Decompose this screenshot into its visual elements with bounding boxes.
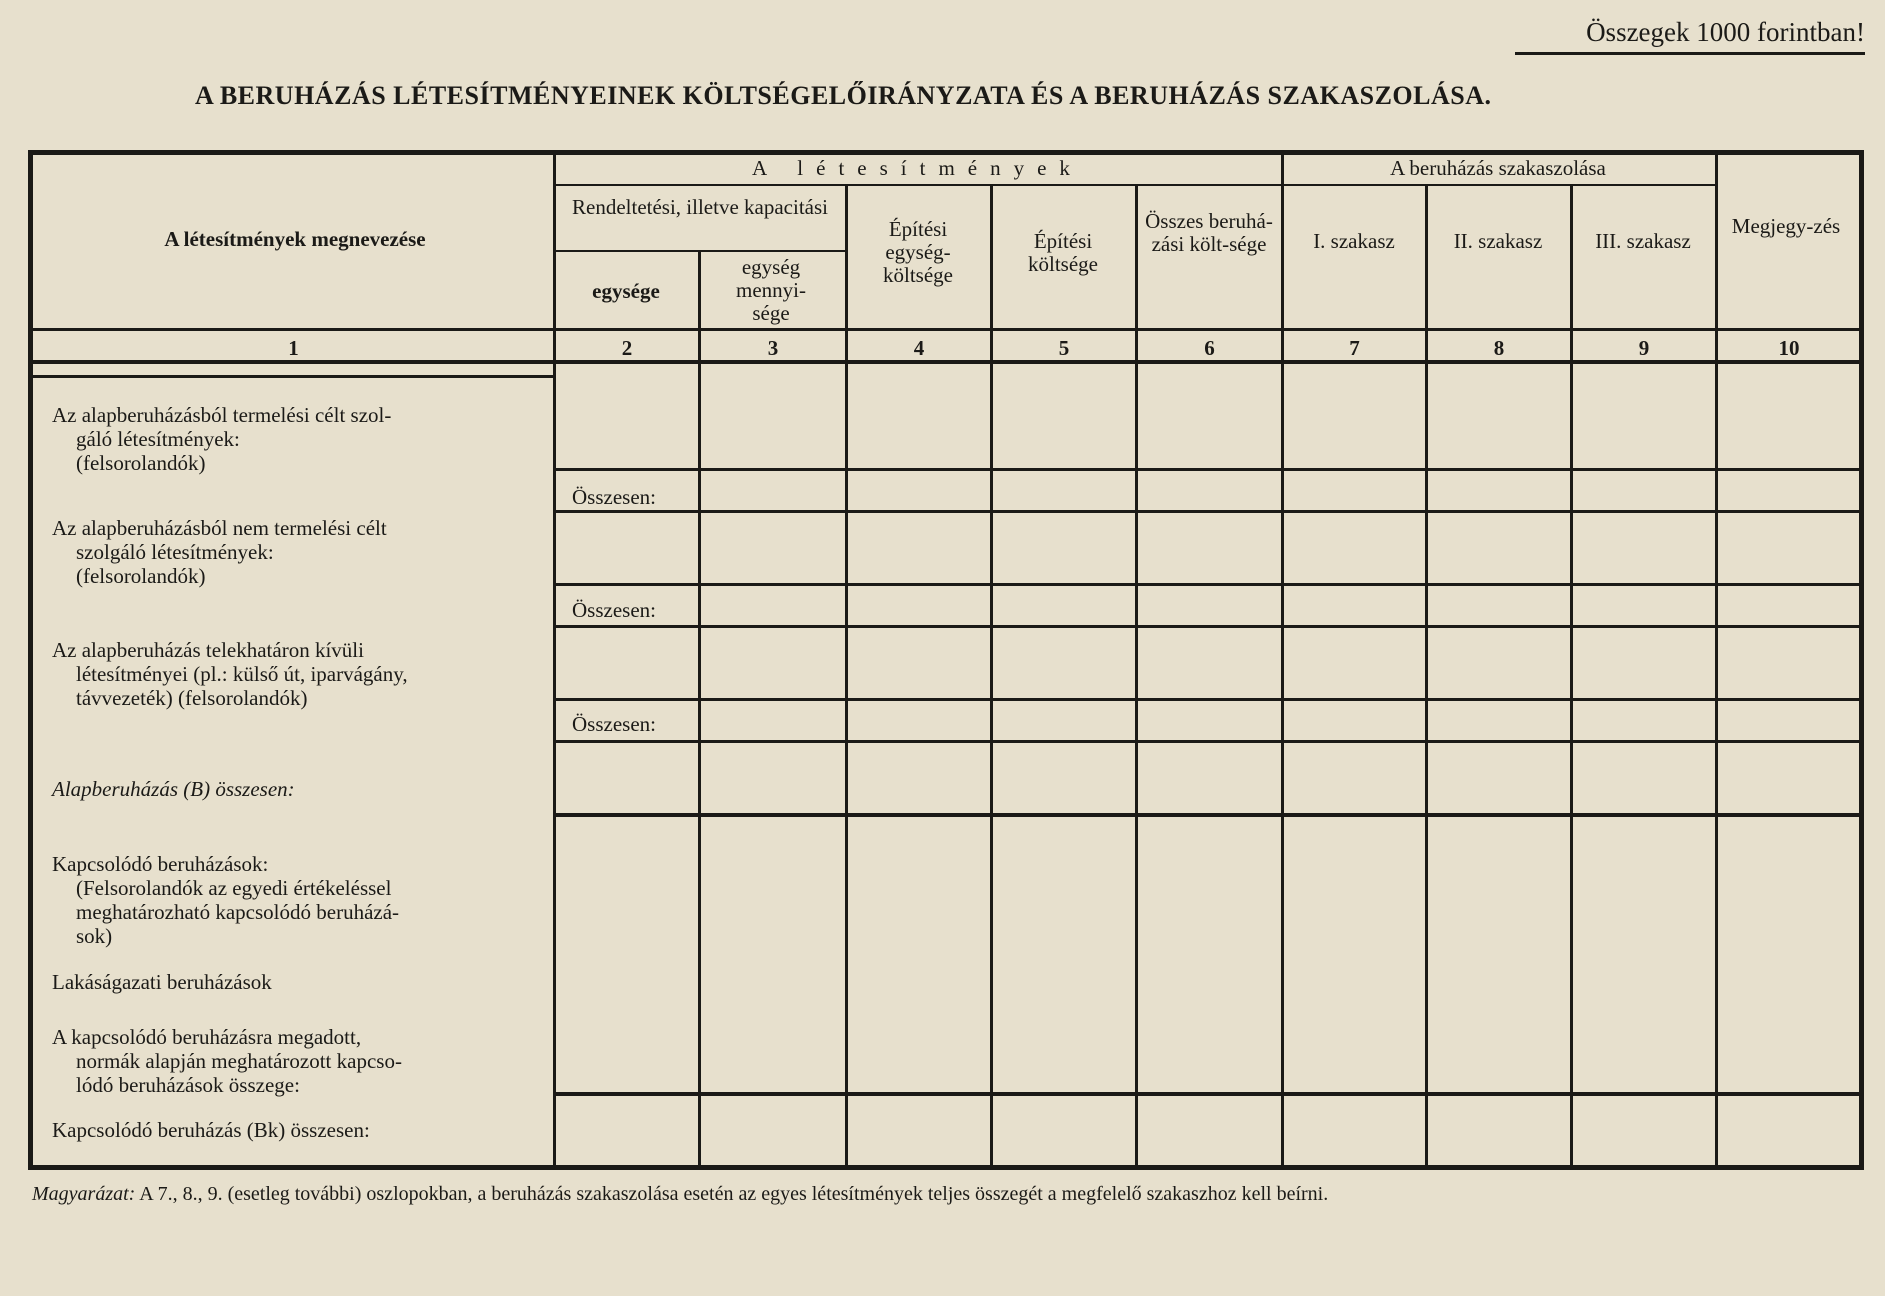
explanation — [32, 1180, 1778, 1208]
row-divider — [553, 698, 1862, 701]
col-number: 6 — [1204, 336, 1215, 360]
col-number: 2 — [621, 336, 633, 360]
explanation-text: A 7., 8., 9. (esetleg további) oszlopokban, a beruházás szakaszolása esetén az egyes létesítmények teljes összegét a megfelelő szakaszhoz kell beírni. — [135, 1183, 1329, 1205]
row-label-line: (felsorolandók) — [76, 564, 206, 588]
row-divider — [553, 740, 1862, 743]
row-divider — [553, 468, 1862, 471]
row-label-bk-osszesen: Kapcsolódó beruházás (Bk) összesen: — [52, 1118, 370, 1142]
row-label-line: normák alapján meghatározott kapcso- — [76, 1049, 402, 1073]
header-group-szakaszolas: A beruházás szakaszolása — [1390, 156, 1606, 180]
col-divider — [990, 185, 993, 1166]
header-col5: Építési költsége — [1028, 229, 1098, 276]
row-label-line: Az alapberuházásból termelési célt szol- — [52, 403, 392, 427]
row-label-line: Az alapberuházás telekhatáron kívüli — [52, 638, 364, 662]
header-col8: II. szakasz — [1453, 229, 1543, 253]
row-label-line: szolgáló létesítmények: — [76, 540, 274, 564]
row-divider — [553, 813, 1862, 817]
row-divider — [32, 328, 1862, 331]
col-number: 5 — [1058, 336, 1070, 360]
header-col1: A létesítmények megnevezése — [164, 227, 426, 251]
row-divider — [32, 360, 1862, 364]
page-title: A BERUHÁZÁS LÉTESÍTMÉNYEINEK KÖLTSÉGELŐIRÁNYZATA ÉS A BERUHÁZÁS SZAKASZOLÁSA. — [195, 81, 1492, 110]
header-col3: egység mennyi-sége — [736, 255, 806, 325]
col-divider — [1570, 185, 1573, 1166]
col-number: 7 — [1349, 336, 1360, 360]
amounts-note: Összegek 1000 forintban! — [1515, 12, 1865, 55]
subtotal-label: Összesen: — [572, 485, 656, 509]
col-divider — [1135, 185, 1138, 1166]
row-label-line: gáló létesítmények: — [76, 427, 240, 451]
col-divider — [1281, 152, 1284, 1166]
explanation-label: Magyarázat: — [32, 1183, 136, 1205]
row-label-line: Kapcsolódó beruházások: — [52, 852, 269, 876]
header-capacity-group: Rendeltetési, illetve kapacitási — [572, 195, 828, 219]
col-divider — [1715, 152, 1718, 1166]
col-number: 9 — [1638, 336, 1650, 360]
col-number: 1 — [288, 336, 299, 360]
col-number: 10 — [1778, 336, 1800, 360]
row-label-normak — [52, 1025, 534, 1097]
header-col7: I. szakasz — [1313, 229, 1395, 253]
subtotal-label: Összesen: — [572, 598, 656, 622]
row-label-line: sok) — [76, 924, 113, 948]
row-label-line: lódó beruházások összege: — [76, 1073, 300, 1097]
col-number: 3 — [767, 336, 779, 360]
row-label-termelesi — [52, 403, 534, 475]
row-label-line: létesítményei (pl.: külső út, iparvágány, — [76, 662, 408, 686]
row-divider — [553, 510, 1862, 513]
row-label-line: (Felsorolandók az egyedi értékeléssel — [76, 876, 392, 900]
col-number: 4 — [913, 336, 925, 360]
row-divider — [553, 583, 1862, 586]
row-label-line: Az alapberuházásból nem termelési célt — [52, 516, 387, 540]
row-label-line: távvezeték) (felsorolandók) — [76, 686, 308, 710]
header-group-letesitmenyek: A létesítmények — [752, 156, 1083, 180]
row-label-line: meghatározható kapcsolódó beruházá- — [76, 900, 400, 924]
col-divider — [698, 250, 701, 1166]
row-divider — [553, 250, 845, 252]
subtotal-label: Összesen: — [572, 712, 656, 736]
row-divider — [553, 184, 1715, 186]
col-divider — [845, 185, 848, 1166]
row-label-telekhataron-kivuli — [52, 638, 534, 710]
header-col10: Megjegy-zés — [1731, 214, 1841, 238]
row-label-line: A kapcsolódó beruházásra megadott, — [52, 1025, 362, 1049]
header-col9: III. szakasz — [1595, 229, 1691, 253]
row-label-line: (felsorolandók) — [76, 451, 206, 475]
col-divider — [1425, 185, 1428, 1166]
row-label-kapcsolodo — [52, 852, 534, 948]
row-divider — [32, 375, 553, 378]
row-divider — [553, 1092, 1862, 1096]
header-col6: Összes beruhá-zási költ-sége — [1145, 209, 1273, 256]
row-label-nem-termelesi — [52, 516, 534, 588]
row-label-alapberuhazas-osszesen: Alapberuházás (B) összesen: — [52, 777, 295, 801]
col-divider — [553, 152, 556, 1166]
header-col2: egysége — [592, 279, 660, 303]
row-divider — [553, 625, 1862, 628]
header-col4: Építési egység-költsége — [883, 217, 953, 287]
row-label-lakasagazati: Lakáságazati beruházások — [52, 970, 272, 994]
col-number: 8 — [1493, 336, 1505, 360]
